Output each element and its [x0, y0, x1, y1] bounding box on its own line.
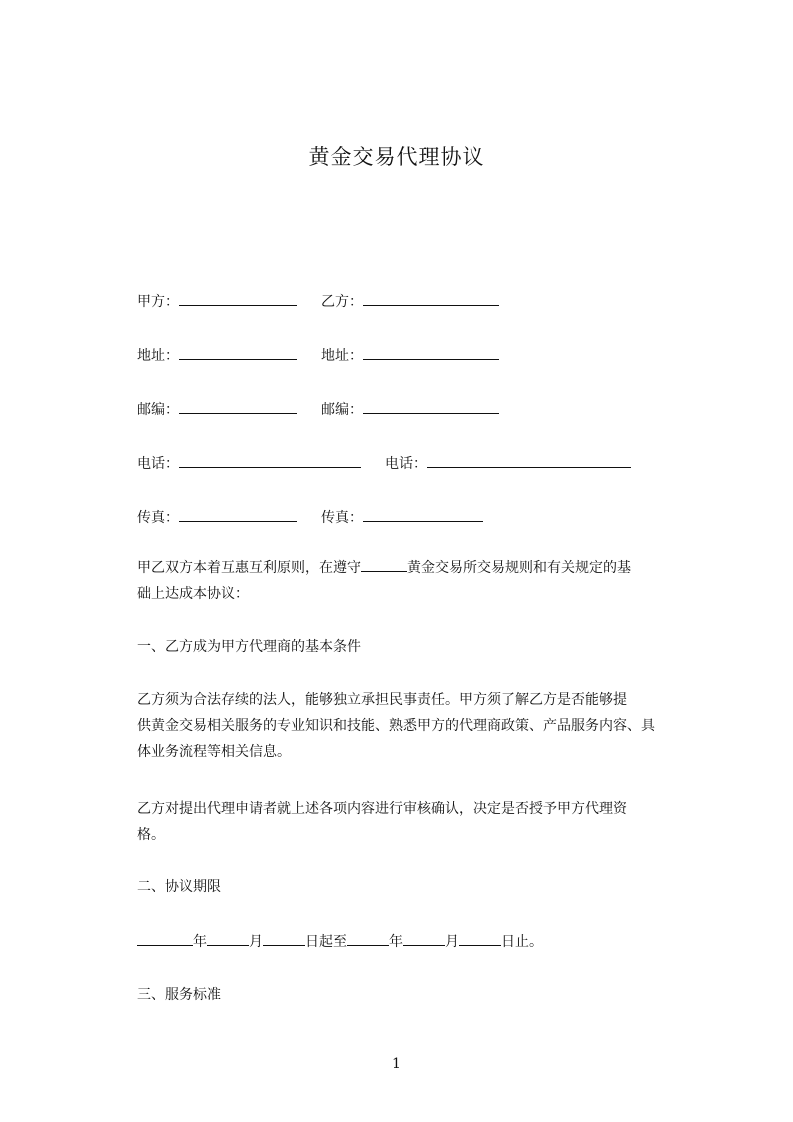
- page-number: 1: [392, 1056, 401, 1072]
- section-2-heading: 二、协议期限: [137, 879, 221, 895]
- section-1-para1-line2: [137, 714, 699, 738]
- party-b-fax-label: 传真：: [321, 510, 363, 526]
- section-1-para2-text2: 格。: [137, 827, 165, 843]
- exchange-name-blank[interactable]: [361, 557, 407, 572]
- start-month-blank[interactable]: [207, 931, 249, 946]
- intro-text-part2: 黄金交易所交易规则和有关规定的基: [407, 560, 631, 576]
- section-1-para2-line2: [137, 823, 699, 847]
- end-month-label: 月: [445, 934, 459, 950]
- agreement-term-date-line: [137, 931, 543, 952]
- start-year-label: 年: [193, 934, 207, 950]
- party-b-phone-label: 电话：: [385, 456, 427, 472]
- party-a-label: 甲方：: [137, 294, 179, 310]
- end-day-blank[interactable]: [459, 931, 501, 946]
- party-b-postcode-label: 邮编：: [321, 402, 363, 418]
- party-b-address-label: 地址：: [321, 348, 363, 364]
- intro-text-part3: 础上达成本协议：: [137, 586, 249, 602]
- section-1-para2-line1: [137, 797, 699, 821]
- section-1-para1-text3: 体业务流程等相关信息。: [137, 744, 291, 760]
- intro-line-1: [137, 556, 699, 580]
- party-a-phone-label: 电话：: [137, 456, 179, 472]
- party-a-fax-blank[interactable]: [179, 507, 297, 522]
- party-b-phone-blank[interactable]: [427, 453, 631, 468]
- document-title: 黄金交易代理协议: [308, 145, 485, 169]
- party-b-label: 乙方：: [321, 294, 363, 310]
- end-year-label: 年: [389, 934, 403, 950]
- intro-text-part1: 甲乙双方本着互惠互利原则，在遵守: [137, 560, 361, 576]
- party-a-postcode-blank[interactable]: [179, 399, 297, 414]
- end-year-blank[interactable]: [347, 931, 389, 946]
- section-1-para2-text1: 乙方对提出代理申请者就上述各项内容进行审核确认，决定是否授予甲方代理资: [137, 801, 627, 817]
- party-a-postcode-label: 邮编：: [137, 402, 179, 418]
- party-b-fax-blank[interactable]: [363, 507, 483, 522]
- section-1-para1-line3: [137, 740, 699, 764]
- party-a-phone-blank[interactable]: [179, 453, 361, 468]
- party-a-address-blank[interactable]: [179, 345, 297, 360]
- section-1-para1-line1: [137, 688, 699, 712]
- section-1-para1-text2: 供黄金交易相关服务的专业知识和技能、熟悉甲方的代理商政策、产品服务内容、具: [137, 718, 655, 734]
- intro-line-2: [137, 582, 699, 606]
- party-a-fax-label: 传真：: [137, 510, 179, 526]
- end-day-label: 日止。: [501, 934, 543, 950]
- party-b-name-blank[interactable]: [363, 291, 499, 306]
- section-1-para1-text1: 乙方须为合法存续的法人，能够独立承担民事责任。甲方须了解乙方是否能够提: [137, 692, 627, 708]
- start-month-label: 月: [249, 934, 263, 950]
- party-a-address-label: 地址：: [137, 348, 179, 364]
- party-b-address-blank[interactable]: [363, 345, 499, 360]
- party-b-postcode-blank[interactable]: [363, 399, 499, 414]
- end-month-blank[interactable]: [403, 931, 445, 946]
- party-a-name-blank[interactable]: [179, 291, 297, 306]
- section-1-heading: 一、乙方成为甲方代理商的基本条件: [137, 639, 361, 655]
- start-day-label: 日起至: [305, 934, 347, 950]
- start-year-blank[interactable]: [137, 931, 193, 946]
- start-day-blank[interactable]: [263, 931, 305, 946]
- section-3-heading: 三、服务标准: [137, 987, 221, 1003]
